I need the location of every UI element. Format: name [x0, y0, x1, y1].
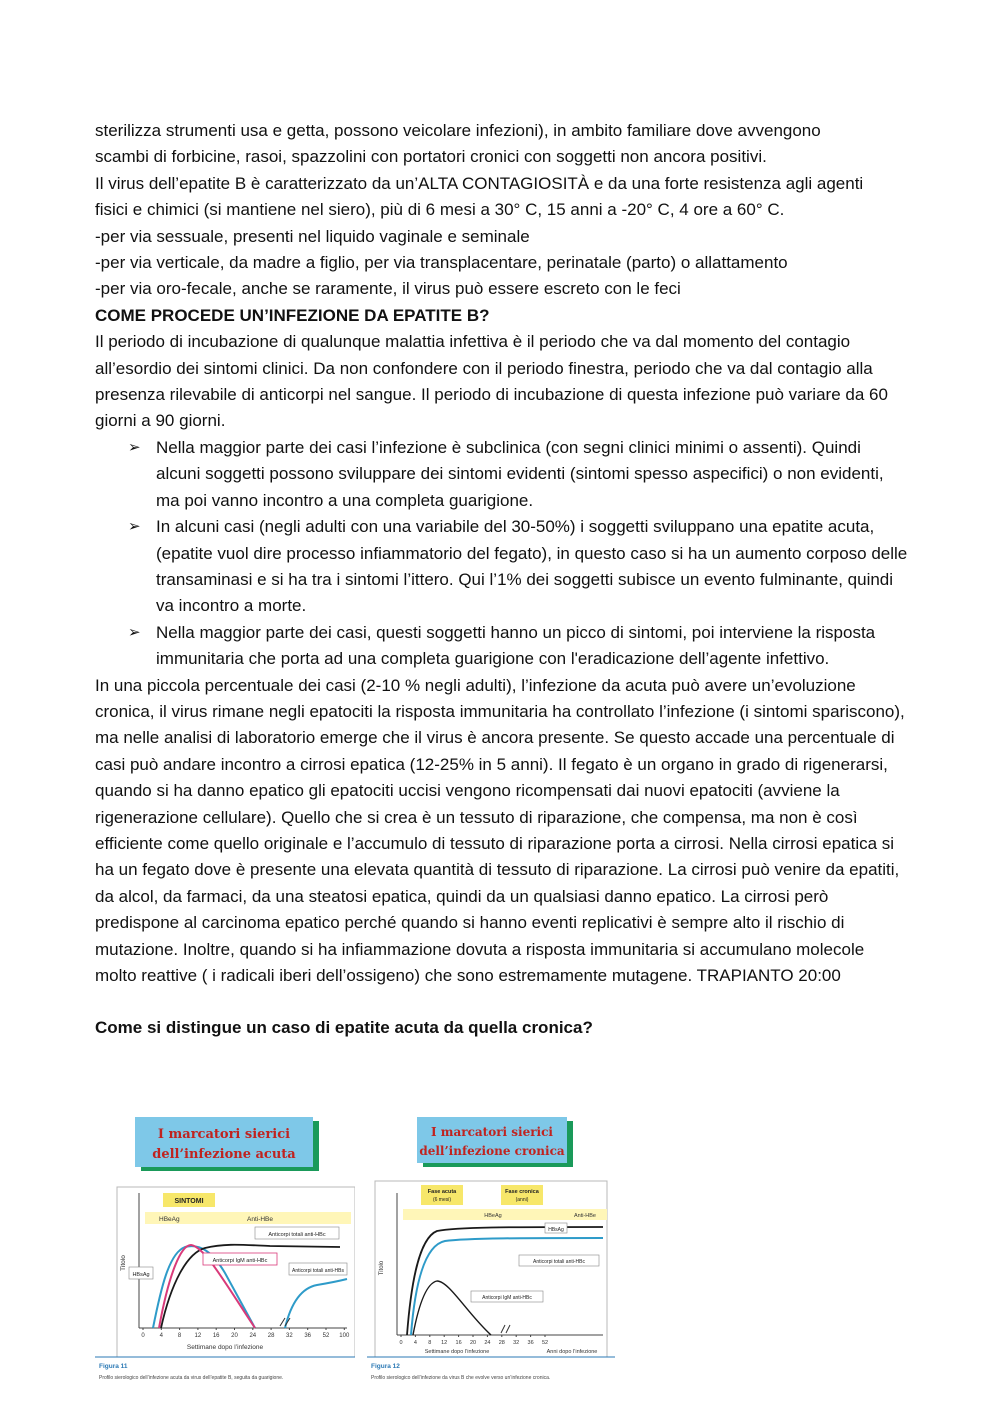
x-tick-label: 24	[249, 1333, 257, 1339]
x-tick-label: 8	[428, 1340, 432, 1346]
total-anti-hbc-curve	[411, 1238, 603, 1335]
intro-line: scambi di forbicine, rasoi, spazzolini con portatori cronici con soggetti non ancora positivi.	[95, 147, 767, 167]
y-axis-label: Titolo	[379, 1260, 385, 1276]
x-tick-label: 52	[322, 1333, 330, 1339]
x-tick-label: 100	[339, 1333, 350, 1339]
caption-number: Figura 11	[99, 1363, 128, 1370]
igm-anti-hbc-label: Anticorpi IgM anti-HBc	[212, 1258, 268, 1264]
figure-chronic-image	[367, 1113, 615, 1385]
x-tick-label: 24	[484, 1340, 491, 1346]
arrow-bullet-icon: ➢	[128, 518, 141, 536]
intro-line: -per via oro-fecale, anche se raramente, il virus può essere escreto con le feci	[95, 279, 681, 299]
hbsag-label: HBsAg	[548, 1227, 564, 1233]
list-item	[128, 514, 910, 620]
bullet-list	[95, 435, 910, 673]
x-tick-label: 4	[159, 1333, 163, 1339]
x-tick-label: 52	[541, 1340, 549, 1346]
list-item-text: In alcuni casi (negli adulti con una variabile del 30-50%) i soggetti sviluppano una epatite acuta, (epatite vuol dire processo infiammatorio del fegato), in questo caso si ha un aumento corposo delle transaminasi e si ha tra i sintomi l’ittero. Qui l’1% dei soggetti subisce un evento fulminante, quindi va incontro a morte.	[156, 517, 908, 616]
list-item	[128, 435, 910, 514]
incubation-paragraph: Il periodo di incubazione di qualunque malattia infettiva è il periodo che va dal momento del contagio all’esordio dei sintomi clinici. Da non confondere con il periodo finestra, periodo che va dal contagio alla presenza rilevabile di anticorpi nel sangue. Il periodo di incubazione di questa infezione può variare da 60 giorni a 90 giorni.	[95, 332, 888, 431]
list-item-text: Nella maggior parte dei casi l’infezione è subclinica (con segni clinici minimi o assenti). Quindi alcuni soggetti possono sviluppare dei sintomi evidenti (sintomi spesso aspecifici) o non evidenti, ma poi vanno incontro a una completa guarigione.	[156, 437, 884, 510]
x-tick-label: 36	[304, 1333, 312, 1339]
figure-title: I marcatori sierici	[157, 1127, 291, 1142]
anti-hbs-curve	[285, 1279, 347, 1328]
x-tick-label: 16	[455, 1340, 462, 1346]
figures	[95, 1113, 615, 1385]
x-axis-label-right: Anni dopo l’infezione	[546, 1349, 598, 1355]
phase-acute-sub: (6 mesi)	[432, 1197, 452, 1203]
x-axis-label: Settimane dopo l’infezione	[424, 1349, 490, 1355]
question-heading: Come si distingue un caso di epatite acuta da quella cronica?	[95, 1018, 593, 1038]
hbeag-label: HBeAg	[159, 1216, 180, 1223]
section-heading: COME PROCEDE UN’INFEZIONE DA EPATITE B?	[95, 305, 490, 325]
caption-text: Profilo sierologico dell’infezione da virus B che evolve verso un’infezione cronica.	[371, 1375, 551, 1381]
y-axis-label: Titolo	[120, 1255, 127, 1271]
x-tick-label: 4	[413, 1340, 417, 1346]
intro-line: fisici e chimici (si mantiene nel siero), più di 6 mesi a 30° C, 15 anni a -20° C, 4 ore a 60° C.	[95, 200, 785, 220]
x-tick-label: 12	[194, 1333, 202, 1339]
total-anti-hbc-label: Anticorpi totali anti-HBc	[533, 1259, 585, 1265]
intro-line: Il virus dell’epatite B è caratterizzato da un’ALTA CONTAGIOSITÀ e da una forte resistenza agli agenti	[95, 173, 864, 193]
intro-line: sterilizza strumenti usa e getta, possono veicolare infezioni), in ambito familiare dove avvengono	[95, 121, 821, 140]
arrow-bullet-icon: ➢	[128, 438, 141, 456]
list-item-text: Nella maggior parte dei casi, questi soggetti hanno un picco di sintomi, poi interviene la risposta immunitaria che porta ad una completa guarigione con l'eradicazione dell’agente infettivo.	[156, 622, 876, 669]
symptoms-label: SINTOMI	[174, 1198, 204, 1205]
anti-hbe-label: Anti-HBe	[573, 1213, 597, 1219]
x-axis-label: Settimane dopo l’infezione	[186, 1344, 264, 1351]
x-tick-label: 12	[441, 1340, 448, 1346]
x-tick-label: 28	[267, 1333, 275, 1339]
figure-title: I marcatori sierici	[431, 1125, 553, 1139]
caption-text: Profilo sierologico dell’infezione acuta da virus dell’epatite B, seguita da guarigione.	[99, 1375, 284, 1381]
phase-acute-label: Fase acuta	[427, 1189, 457, 1195]
figure-title: dell’infezione cronica	[419, 1144, 565, 1158]
document-page	[95, 118, 910, 1042]
igm-anti-hbc-curve	[413, 1281, 491, 1335]
figure-acute-image	[95, 1113, 355, 1385]
intro-line: -per via verticale, da madre a figlio, per via transplacentare, perinatale (parto) o allattamento	[95, 253, 788, 273]
total-anti-hbc-label: Anticorpi totali anti-HBc	[268, 1232, 326, 1238]
caption-number: Figura 12	[371, 1363, 400, 1370]
x-tick-label: 36	[527, 1340, 534, 1346]
anti-hbe-label: Anti-HBe	[247, 1216, 274, 1223]
hbeag-label: HBeAg	[484, 1213, 502, 1219]
igm-anti-hbc-label: Anticorpi IgM anti-HBc	[482, 1295, 532, 1301]
phase-chronic-sub: (anni)	[515, 1197, 529, 1203]
figure-title: dell’infezione acuta	[152, 1147, 296, 1162]
x-tick-label: 20	[469, 1340, 477, 1346]
x-tick-label: 28	[498, 1340, 505, 1346]
hbsag-label: HBsAg	[132, 1272, 150, 1278]
x-tick-label: 32	[513, 1340, 520, 1346]
figure-chronic	[367, 1113, 615, 1385]
x-tick-label: 20	[231, 1333, 238, 1339]
intro-line: -per via sessuale, presenti nel liquido vaginale e seminale	[95, 226, 530, 246]
figure-acute	[95, 1113, 355, 1385]
x-tick-label: 32	[286, 1333, 293, 1339]
chronic-paragraph: In una piccola percentuale dei casi (2-10 % negli adulti), l’infezione da acuta può avere un’evoluzione cronica, il virus rimane negli epatociti la risposta immunitaria ha controllato l’infezione (i sintomi spariscono), ma nelle analisi di laboratorio emerge che il virus è ancora presente. Se questo accade una percentuale di casi può andare incontro a cirrosi epatica (12-25% in 5 anni). Il fegato è un organo in grado di rigenerarsi, quando si ha danno epatico gli epatociti uccisi vengono ricompensati dai nuovi epatociti (avviene la rigenerazione cellulare). Quello che si crea è un tessuto di riparazione, che compensa, ma non è così efficiente come quello originale e l’accumulo di tessuto di riparazione porta a cirrosi. Nella cirrosi epatica si ha un fegato dove è presente una elevata quantità di tessuto di riparazione. La cirrosi può venire da epatiti, da alcol, da farmaci, da una steatosi epatica, quindi da un qualsiasi danno epatico. La cirrosi però predispone al carcinoma epatico perché quando si hanno eventi replicativi è sempre alto il rischio di mutazione. Inoltre, quando si ha infiammazione dovuta a risposta immunitaria si accumulano molecole molto reattive ( i radicali iberi dell’ossigeno) che sono estremamente mutagene. TRAPIANTO 20:00	[95, 675, 905, 985]
arrow-bullet-icon: ➢	[128, 623, 141, 641]
list-item	[128, 620, 910, 673]
blank-line	[95, 989, 910, 1015]
phase-chronic-label: Fase cronica	[505, 1189, 539, 1195]
anti-hbs-label: Anticorpi totali anti-HBs	[292, 1268, 344, 1274]
x-tick-label: 0	[399, 1340, 403, 1346]
x-tick-label: 16	[212, 1333, 220, 1339]
x-tick-label: 0	[141, 1333, 145, 1339]
x-tick-label: 8	[177, 1333, 182, 1339]
